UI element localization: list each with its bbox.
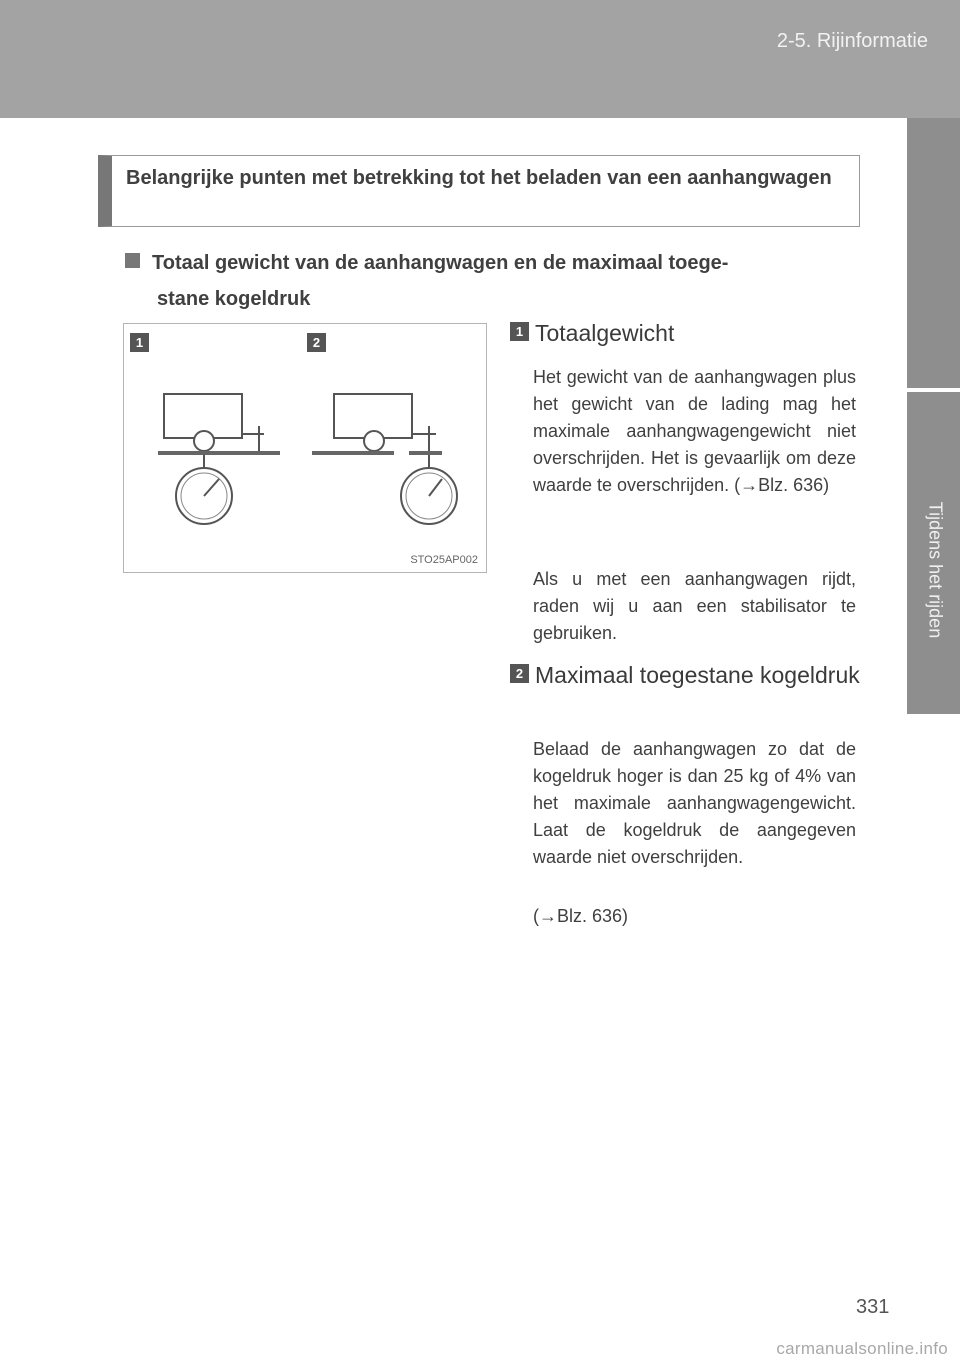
chapter-label: Tijdens het rijden xyxy=(925,501,946,639)
item-1-title-text: Totaalgewicht xyxy=(535,320,675,346)
section-heading: Belangrijke punten met betrekking tot het beladen van een aanhangwagen xyxy=(98,155,860,227)
subheading-line-2: stane kogeldruk xyxy=(157,288,311,310)
footer-watermark: carmanualsonline.info xyxy=(776,1339,948,1358)
bullet-square-icon xyxy=(125,253,140,268)
figure-badge-2: 2 xyxy=(307,333,326,352)
item-2-paragraph-1: Belaad de aanhangwagen zo dat de kogeldruk hoger is dan 25 kg of 4% van het maximale aanhangwagengewicht. Laat de kogeldruk de aangegeven waarde niet overschrijden. xyxy=(533,739,856,867)
chapter-tab-number xyxy=(907,118,960,388)
item-2-badge: 2 xyxy=(510,664,529,683)
figure-badge-1: 1 xyxy=(130,333,149,352)
subheading xyxy=(125,245,860,317)
item-1-badge: 1 xyxy=(510,322,529,341)
section-title: 2-5. Rijinformatie xyxy=(776,30,928,52)
trailer-scale-illustration xyxy=(124,324,488,574)
trailer-weight-figure xyxy=(123,323,487,573)
item-2-paragraph-2: (→Blz. 636) xyxy=(533,906,629,926)
item-1-title xyxy=(510,316,860,350)
item-1-paragraph-1: Het gewicht van de aanhangwagen plus het gewicht van de lading mag het maximale aanhangwagengewicht niet overschrijden. Het is gevaarlijk om deze waarde te overschrijden. (→Blz. 636) xyxy=(533,367,856,495)
subheading-line-1: Totaal gewicht van de aanhangwagen en de maximaal toege- xyxy=(152,252,729,274)
page-number: 331 xyxy=(856,1296,890,1318)
item-2-title-text: Maximaal toegestane kogeldruk xyxy=(535,662,860,688)
item-2-title xyxy=(510,658,860,692)
item-1-paragraph-2: Als u met een aanhangwagen rijdt, raden wij u aan een stabilisator te gebruiken. xyxy=(533,569,856,643)
header-bar xyxy=(0,0,960,118)
figure-code: STO25AP002 xyxy=(410,554,478,566)
